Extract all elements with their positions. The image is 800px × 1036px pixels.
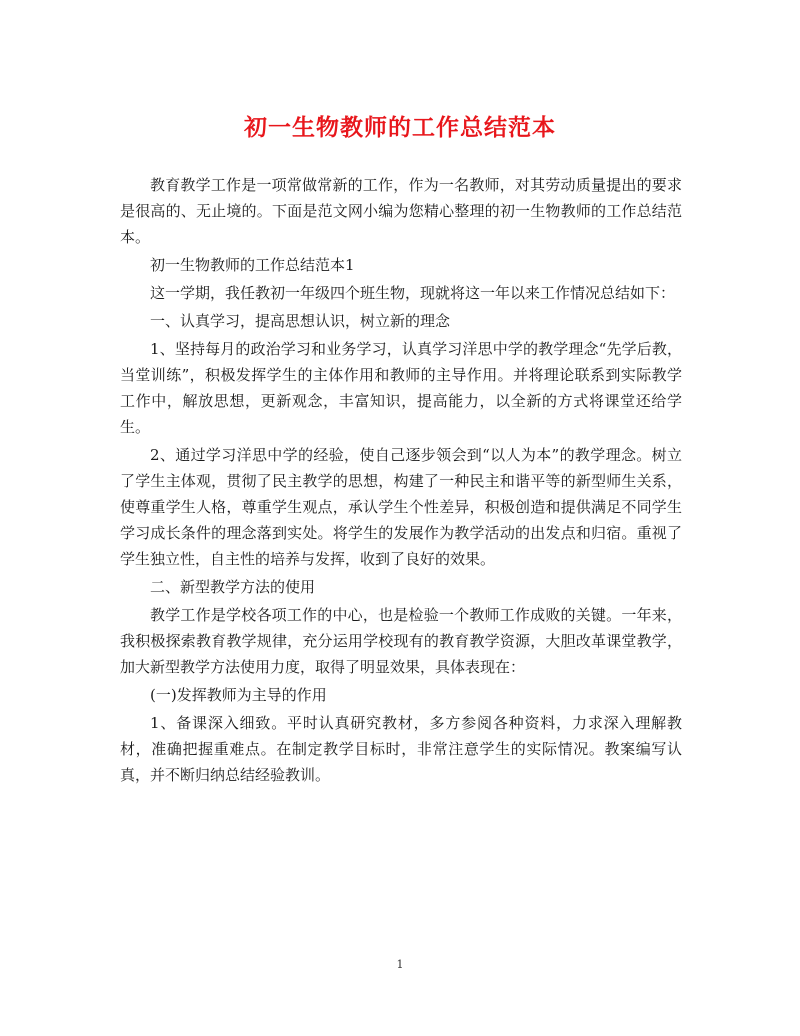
study-point-1: 1、坚持每月的政治学习和业务学习，认真学习洋思中学的教学理念“先学后教，当堂训练”，积极发挥学生的主体作用和教师的主导作用。并将理论联系到实际教学工作中，解放思想，更新观念，丰富知识，提高能力，以全新的方式将课堂还给学生。	[120, 340, 682, 436]
page-number: 1	[396, 958, 404, 971]
subsection-heading-teacher-role: (一)发挥教师为主导的作用	[150, 686, 327, 704]
overview-paragraph: 这一学期，我任教初一年级四个班生物，现就将这一年以来工作情况总结如下：	[150, 284, 676, 302]
document-body	[120, 172, 682, 790]
section-heading-methods: 二、新型教学方法的使用	[150, 578, 316, 596]
teacher-role-point-1: 1、备课深入细致。平时认真研究教材，多方参阅各种资料，力求深入理解教材，准确把握重难点。在制定教学目标时，非常注意学生的实际情况。教案编写认真，并不断归纳总结经验教训。	[120, 714, 682, 784]
section-heading-study: 一、认真学习，提高思想认识，树立新的理念	[150, 312, 451, 330]
intro-paragraph: 教育教学工作是一项常做常新的工作，作为一名教师，对其劳动质量提出的要求是很高的、无止境的。下面是范文网小编为您精心整理的初一生物教师的工作总结范本。	[120, 176, 682, 246]
study-point-2: 2、通过学习洋思中学的经验，使自己逐步领会到“以人为本”的教学理念。树立了学生主体观，贯彻了民主教学的思想，构建了一种民主和谐平等的新型师生关系，使尊重学生人格，尊重学生观点，承认学生个性差异，积极创造和提供满足不同学生学习成长条件的理念落到实处。将学生的发展作为教学活动的出发点和归宿。重视了学生独立性，自主性的培养与发挥，收到了良好的效果。	[120, 446, 682, 568]
methods-paragraph: 教学工作是学校各项工作的中心，也是检验一个教师工作成败的关键。一年来，我积极探索教育教学规律，充分运用学校现有的教育教学资源，大胆改革课堂教学，加大新型教学方法使用力度，取得了明显效果，具体表现在：	[120, 606, 682, 676]
section-heading-sample-1: 初一生物教师的工作总结范本1	[150, 256, 355, 274]
document-title: 初一生物教师的工作总结范本	[244, 114, 556, 141]
